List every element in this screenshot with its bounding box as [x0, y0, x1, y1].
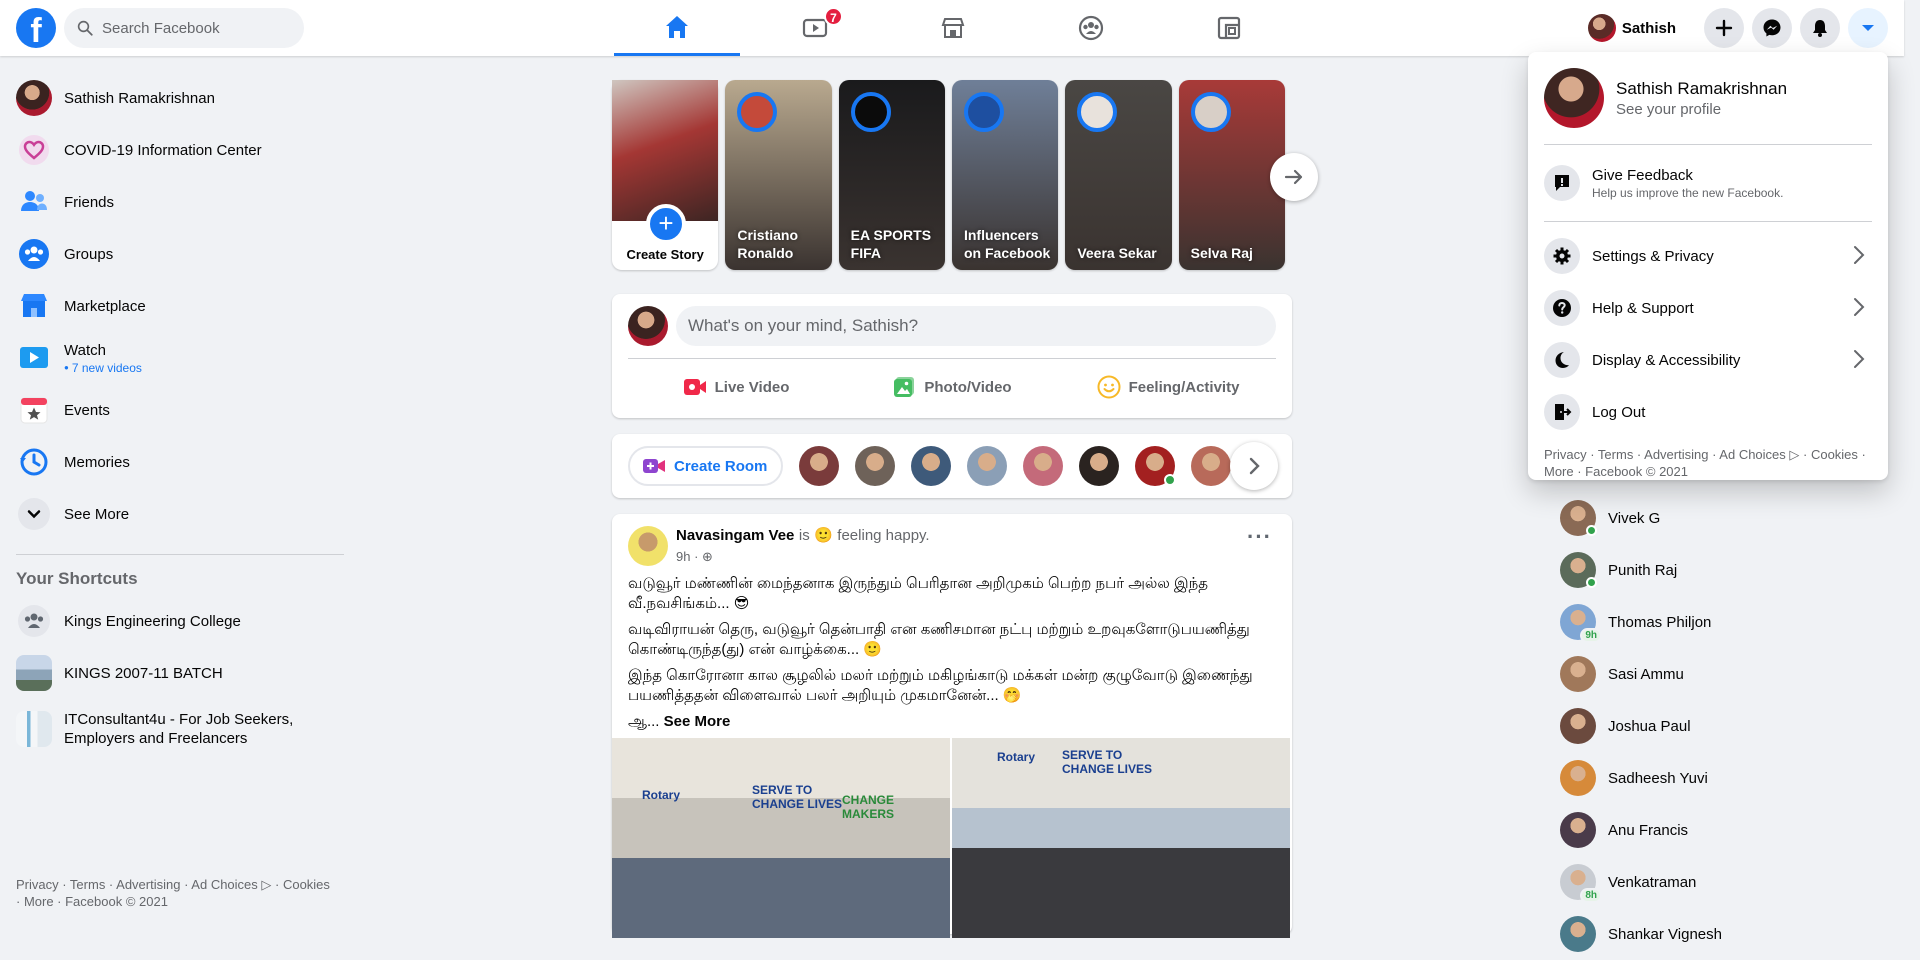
room-contact-avatar[interactable]: [1135, 446, 1175, 486]
online-indicator: [1164, 474, 1176, 486]
avatar: [1560, 916, 1596, 952]
sidebar-item-watch[interactable]: [8, 332, 344, 384]
story-card[interactable]: [839, 80, 945, 270]
arrow-right-icon: [1283, 166, 1305, 188]
display-accessibility-item[interactable]: [1536, 334, 1880, 386]
bell-icon: [1810, 18, 1830, 38]
contacts-list: [1552, 492, 1882, 960]
chevron-right-icon: [1848, 348, 1870, 370]
log-out-item[interactable]: [1536, 386, 1880, 438]
search-input[interactable]: [102, 20, 292, 37]
top-navigation-bar: [0, 0, 1904, 56]
contact-item[interactable]: [1552, 492, 1882, 544]
post-feeling-text: feeling happy.: [837, 527, 930, 544]
avatar: [1560, 500, 1596, 536]
chevron-right-icon: [1244, 456, 1264, 476]
gear-icon: [1552, 246, 1572, 266]
photo-video-label: Photo/Video: [924, 378, 1012, 396]
tab-marketplace[interactable]: [890, 0, 1016, 56]
online-indicator: [1586, 525, 1597, 536]
feedback-title: Give Feedback: [1592, 166, 1693, 184]
story-name: Cristiano Ronaldo: [737, 227, 799, 261]
tab-watch[interactable]: [752, 0, 878, 56]
question-icon: [1552, 298, 1572, 318]
gaming-icon: [1215, 14, 1243, 42]
sidebar-item-label: Groups: [64, 245, 114, 263]
tab-gaming[interactable]: [1166, 0, 1292, 56]
story-avatar: [1077, 92, 1117, 132]
story-card[interactable]: [1065, 80, 1171, 270]
menu-divider: [1544, 221, 1872, 222]
post-photo[interactable]: Rotary SERVE TO CHANGE LIVES: [952, 738, 1290, 938]
see-more-link[interactable]: See More: [663, 713, 731, 730]
post-text-paragraph: ஆ...: [628, 713, 660, 730]
sidebar-item-profile[interactable]: [8, 72, 344, 124]
contact-name: Vivek G: [1608, 509, 1661, 527]
feedback-icon: [1552, 173, 1572, 193]
rooms-next-button[interactable]: [1230, 442, 1278, 490]
photo-icon: [892, 375, 916, 399]
avatar: [1560, 864, 1596, 900]
shortcut-label: ITConsultant4u - For Job Seekers, Employers and Freelancers: [64, 711, 294, 747]
avatar: [1560, 708, 1596, 744]
avatar: [1560, 656, 1596, 692]
post-author-avatar[interactable]: [628, 526, 668, 566]
live-video-label: Live Video: [714, 378, 790, 396]
marketplace-store-icon: [18, 290, 50, 322]
profile-name: Sathish Ramakrishnan: [1616, 78, 1788, 98]
sidebar-item-label: Friends: [64, 193, 115, 211]
smiley-icon: [1097, 375, 1121, 399]
avatar: [628, 306, 668, 346]
feedback-subtitle: Help us improve the new Facebook.: [1592, 185, 1784, 200]
rooms-bar: [612, 434, 1292, 498]
contact-item[interactable]: [1552, 544, 1882, 596]
contact-name: Punith Raj: [1608, 561, 1678, 579]
news-feed: [612, 80, 1292, 934]
story-card[interactable]: [725, 80, 831, 270]
sidebar-item-label: COVID-19 Information Center: [64, 141, 262, 159]
post-text-paragraph: வடுவூர் மண்ணின் மைந்தனாக இருந்தும் பெரிதான அறிமுகம் பெற்ற நபர் அல்ல இந்த வீ.நவசிங்கம்... 😎: [628, 575, 1208, 612]
chevron-down-icon: [18, 498, 50, 530]
account-menu: [1528, 52, 1888, 480]
profile-shortcut-name: Sathish: [1621, 19, 1676, 37]
new-videos-count: ● 7 new videos: [64, 361, 142, 375]
caret-down-icon: [1858, 18, 1878, 38]
shortcut-kings-batch[interactable]: [8, 647, 344, 699]
menu-item-label: Display & Accessibility: [1592, 351, 1741, 369]
story-avatar: [964, 92, 1004, 132]
sidebar-item-label: See More: [64, 505, 130, 523]
sidebar-item-friends[interactable]: [8, 176, 344, 228]
covid-heart-icon: [18, 134, 50, 166]
feed-post: [612, 514, 1292, 934]
contact-name: Shankar Vignesh: [1608, 925, 1722, 943]
messenger-button[interactable]: [1752, 8, 1792, 48]
sidebar-item-covid[interactable]: [8, 124, 344, 176]
tab-groups[interactable]: [1028, 0, 1154, 56]
room-contact-avatar[interactable]: [967, 446, 1007, 486]
post-timestamp[interactable]: 9h: [676, 549, 691, 564]
menu-item-label: Log Out: [1592, 403, 1646, 421]
groups-icon: [1077, 14, 1105, 42]
feeling-activity-button[interactable]: [1060, 367, 1276, 407]
status-input[interactable]: [676, 306, 1276, 346]
create-story-card[interactable]: [612, 80, 718, 270]
avatar: [1560, 604, 1596, 640]
contact-item[interactable]: [1552, 648, 1882, 700]
avatar: [1588, 14, 1616, 42]
give-feedback-item[interactable]: [1536, 153, 1880, 213]
settings-privacy-item[interactable]: [1536, 230, 1880, 282]
contact-item[interactable]: [1552, 752, 1882, 804]
online-indicator: [1586, 577, 1597, 588]
left-footer-links[interactable]: Privacy · Terms · Advertising · Ad Choices ▷ · Cookies · More · Facebook © 2021: [16, 877, 330, 909]
group-placeholder-icon: [18, 605, 50, 637]
notifications-button[interactable]: [1800, 8, 1840, 48]
marketplace-store-icon: [939, 14, 967, 42]
facebook-logo-icon[interactable]: f: [16, 8, 56, 48]
search-box[interactable]: [64, 8, 304, 48]
last-active-badge: 9h: [1580, 628, 1602, 643]
feeling-activity-label: Feeling/Activity: [1128, 378, 1240, 396]
contact-name: Joshua Paul: [1608, 717, 1691, 735]
contact-item[interactable]: [1552, 804, 1882, 856]
sidebar-item-label: Watch: [64, 341, 106, 359]
story-avatar: [1191, 92, 1231, 132]
watch-video-icon: [18, 342, 50, 374]
sidebar-item-events[interactable]: [8, 384, 344, 436]
room-contact-avatar[interactable]: [1191, 446, 1231, 486]
story-avatar: [851, 92, 891, 132]
create-story-photo: [612, 80, 718, 221]
last-active-badge: 8h: [1580, 888, 1602, 903]
shortcut-label: Kings Engineering College: [64, 612, 241, 630]
search-icon: [76, 19, 94, 37]
memories-clock-icon: [18, 446, 50, 478]
home-icon: [663, 13, 691, 41]
sidebar-item-label: Marketplace: [64, 297, 146, 315]
sidebar-item-label: Memories: [64, 453, 130, 471]
shortcut-label: KINGS 2007-11 BATCH: [64, 664, 223, 682]
contact-item[interactable]: [1552, 596, 1882, 648]
photo-video-button[interactable]: [844, 367, 1060, 407]
story-name: Influencers on Facebook: [963, 227, 1051, 261]
group-thumbnail: [16, 655, 52, 691]
sidebar-item-groups[interactable]: [8, 228, 344, 280]
happy-emoji-icon: 🙂: [814, 527, 833, 544]
avatar: [16, 80, 52, 116]
video-camera-plus-icon: [642, 455, 666, 477]
live-video-icon: [683, 375, 707, 399]
messenger-icon: [1762, 18, 1782, 38]
contact-item[interactable]: [1552, 856, 1882, 908]
story-name: Veera Sekar: [1077, 245, 1157, 261]
room-contact-avatar[interactable]: [1079, 446, 1119, 486]
post-photo[interactable]: Rotary SERVE TO CHANGE LIVES CHANGE MAKERS: [612, 738, 950, 938]
story-name: Selva Raj: [1190, 245, 1253, 261]
post-options-button[interactable]: ···: [1247, 524, 1272, 549]
post-composer: [612, 294, 1292, 418]
create-room-label: Create Room: [674, 457, 768, 475]
shortcuts-heading: Your Shortcuts: [16, 569, 138, 588]
contact-name: Anu Francis: [1608, 821, 1689, 839]
chevron-right-icon: [1848, 244, 1870, 266]
post-is-text: is: [798, 527, 810, 544]
account-controls: [1584, 8, 1888, 48]
shortcut-itconsultant[interactable]: [8, 699, 344, 759]
watch-notification-badge: 7: [824, 7, 843, 26]
story-card[interactable]: [1179, 80, 1285, 270]
composer-divider: [628, 358, 1276, 359]
left-sidebar: [8, 72, 344, 759]
story-card[interactable]: [952, 80, 1058, 270]
menu-divider: [1544, 144, 1872, 145]
avatar: [1560, 760, 1596, 796]
groups-icon: [18, 238, 50, 270]
shortcut-kings-college[interactable]: [8, 595, 344, 647]
sidebar-item-memories[interactable]: [8, 436, 344, 488]
help-support-item[interactable]: [1536, 282, 1880, 334]
sidebar-divider: [16, 554, 344, 555]
create-room-button[interactable]: [628, 446, 783, 486]
avatar: [1544, 68, 1604, 128]
post-text-paragraph: இந்த கொரோனா கால சூழலில் மலர் மற்றும் மகிழங்காடு மக்கள் மன்ற குழுவோடு இணைந்து பயணித்ததன் விளைவால் பலர் அறியும் முகமானேன்... 🤭: [628, 667, 1253, 704]
avatar: [1560, 552, 1596, 588]
create-button[interactable]: [1704, 8, 1744, 48]
sidebar-item-marketplace[interactable]: [8, 280, 344, 332]
chevron-right-icon: [1848, 296, 1870, 318]
events-calendar-icon: [18, 394, 50, 426]
menu-item-label: Settings & Privacy: [1592, 247, 1714, 265]
room-contact-avatar[interactable]: [1023, 446, 1063, 486]
contact-name: Thomas Philjon: [1608, 613, 1712, 631]
friends-icon: [18, 186, 50, 218]
post-text-paragraph: வடிவிராயன் தெரு, வடுவூர் தென்பாதி என கணிசமான நட்பு மற்றும் உறவுகளோடுபயணித்து கொண்டிருந்த(து) என் வாழ்க்கை... 🙂: [628, 621, 1250, 658]
avatar: [1560, 812, 1596, 848]
room-contact-avatar[interactable]: [799, 446, 839, 486]
globe-icon: · ⊕: [694, 549, 713, 564]
sidebar-see-more[interactable]: [8, 488, 344, 540]
contact-name: Venkatraman: [1608, 873, 1697, 891]
contact-item[interactable]: [1552, 908, 1882, 960]
main-nav-tabs: [614, 0, 1304, 56]
story-avatar: [737, 92, 777, 132]
menu-item-label: Help & Support: [1592, 299, 1694, 317]
menu-footer-links[interactable]: Privacy · Terms · Advertising · Ad Choices ▷ · Cookies · More · Facebook © 2021: [1544, 447, 1866, 479]
post-author-name[interactable]: Navasingam Vee: [676, 527, 795, 544]
see-profile-item[interactable]: [1536, 60, 1880, 136]
see-profile-label: See your profile: [1616, 100, 1722, 118]
live-video-button[interactable]: [628, 367, 844, 407]
sidebar-item-label: Events: [64, 401, 110, 419]
create-story-label: Create Story: [626, 247, 704, 262]
plus-icon: [1714, 18, 1734, 38]
moon-icon: [1552, 350, 1572, 370]
contact-name: Sadheesh Yuvi: [1608, 769, 1708, 787]
stories-next-button[interactable]: [1270, 153, 1318, 201]
plus-icon: +: [646, 204, 686, 244]
room-contact-avatar[interactable]: [855, 446, 895, 486]
logout-door-icon: [1552, 402, 1572, 422]
room-contact-avatar[interactable]: [911, 446, 951, 486]
tab-home[interactable]: [614, 0, 740, 56]
profile-shortcut[interactable]: [1584, 10, 1688, 46]
story-name: EA SPORTS FIFA: [850, 227, 932, 261]
group-thumbnail: [16, 711, 52, 747]
account-menu-button[interactable]: [1848, 8, 1888, 48]
contact-item[interactable]: [1552, 700, 1882, 752]
contact-name: Sasi Ammu: [1608, 665, 1684, 683]
stories-tray: [612, 80, 1292, 270]
sidebar-item-label: Sathish Ramakrishnan: [64, 89, 215, 107]
